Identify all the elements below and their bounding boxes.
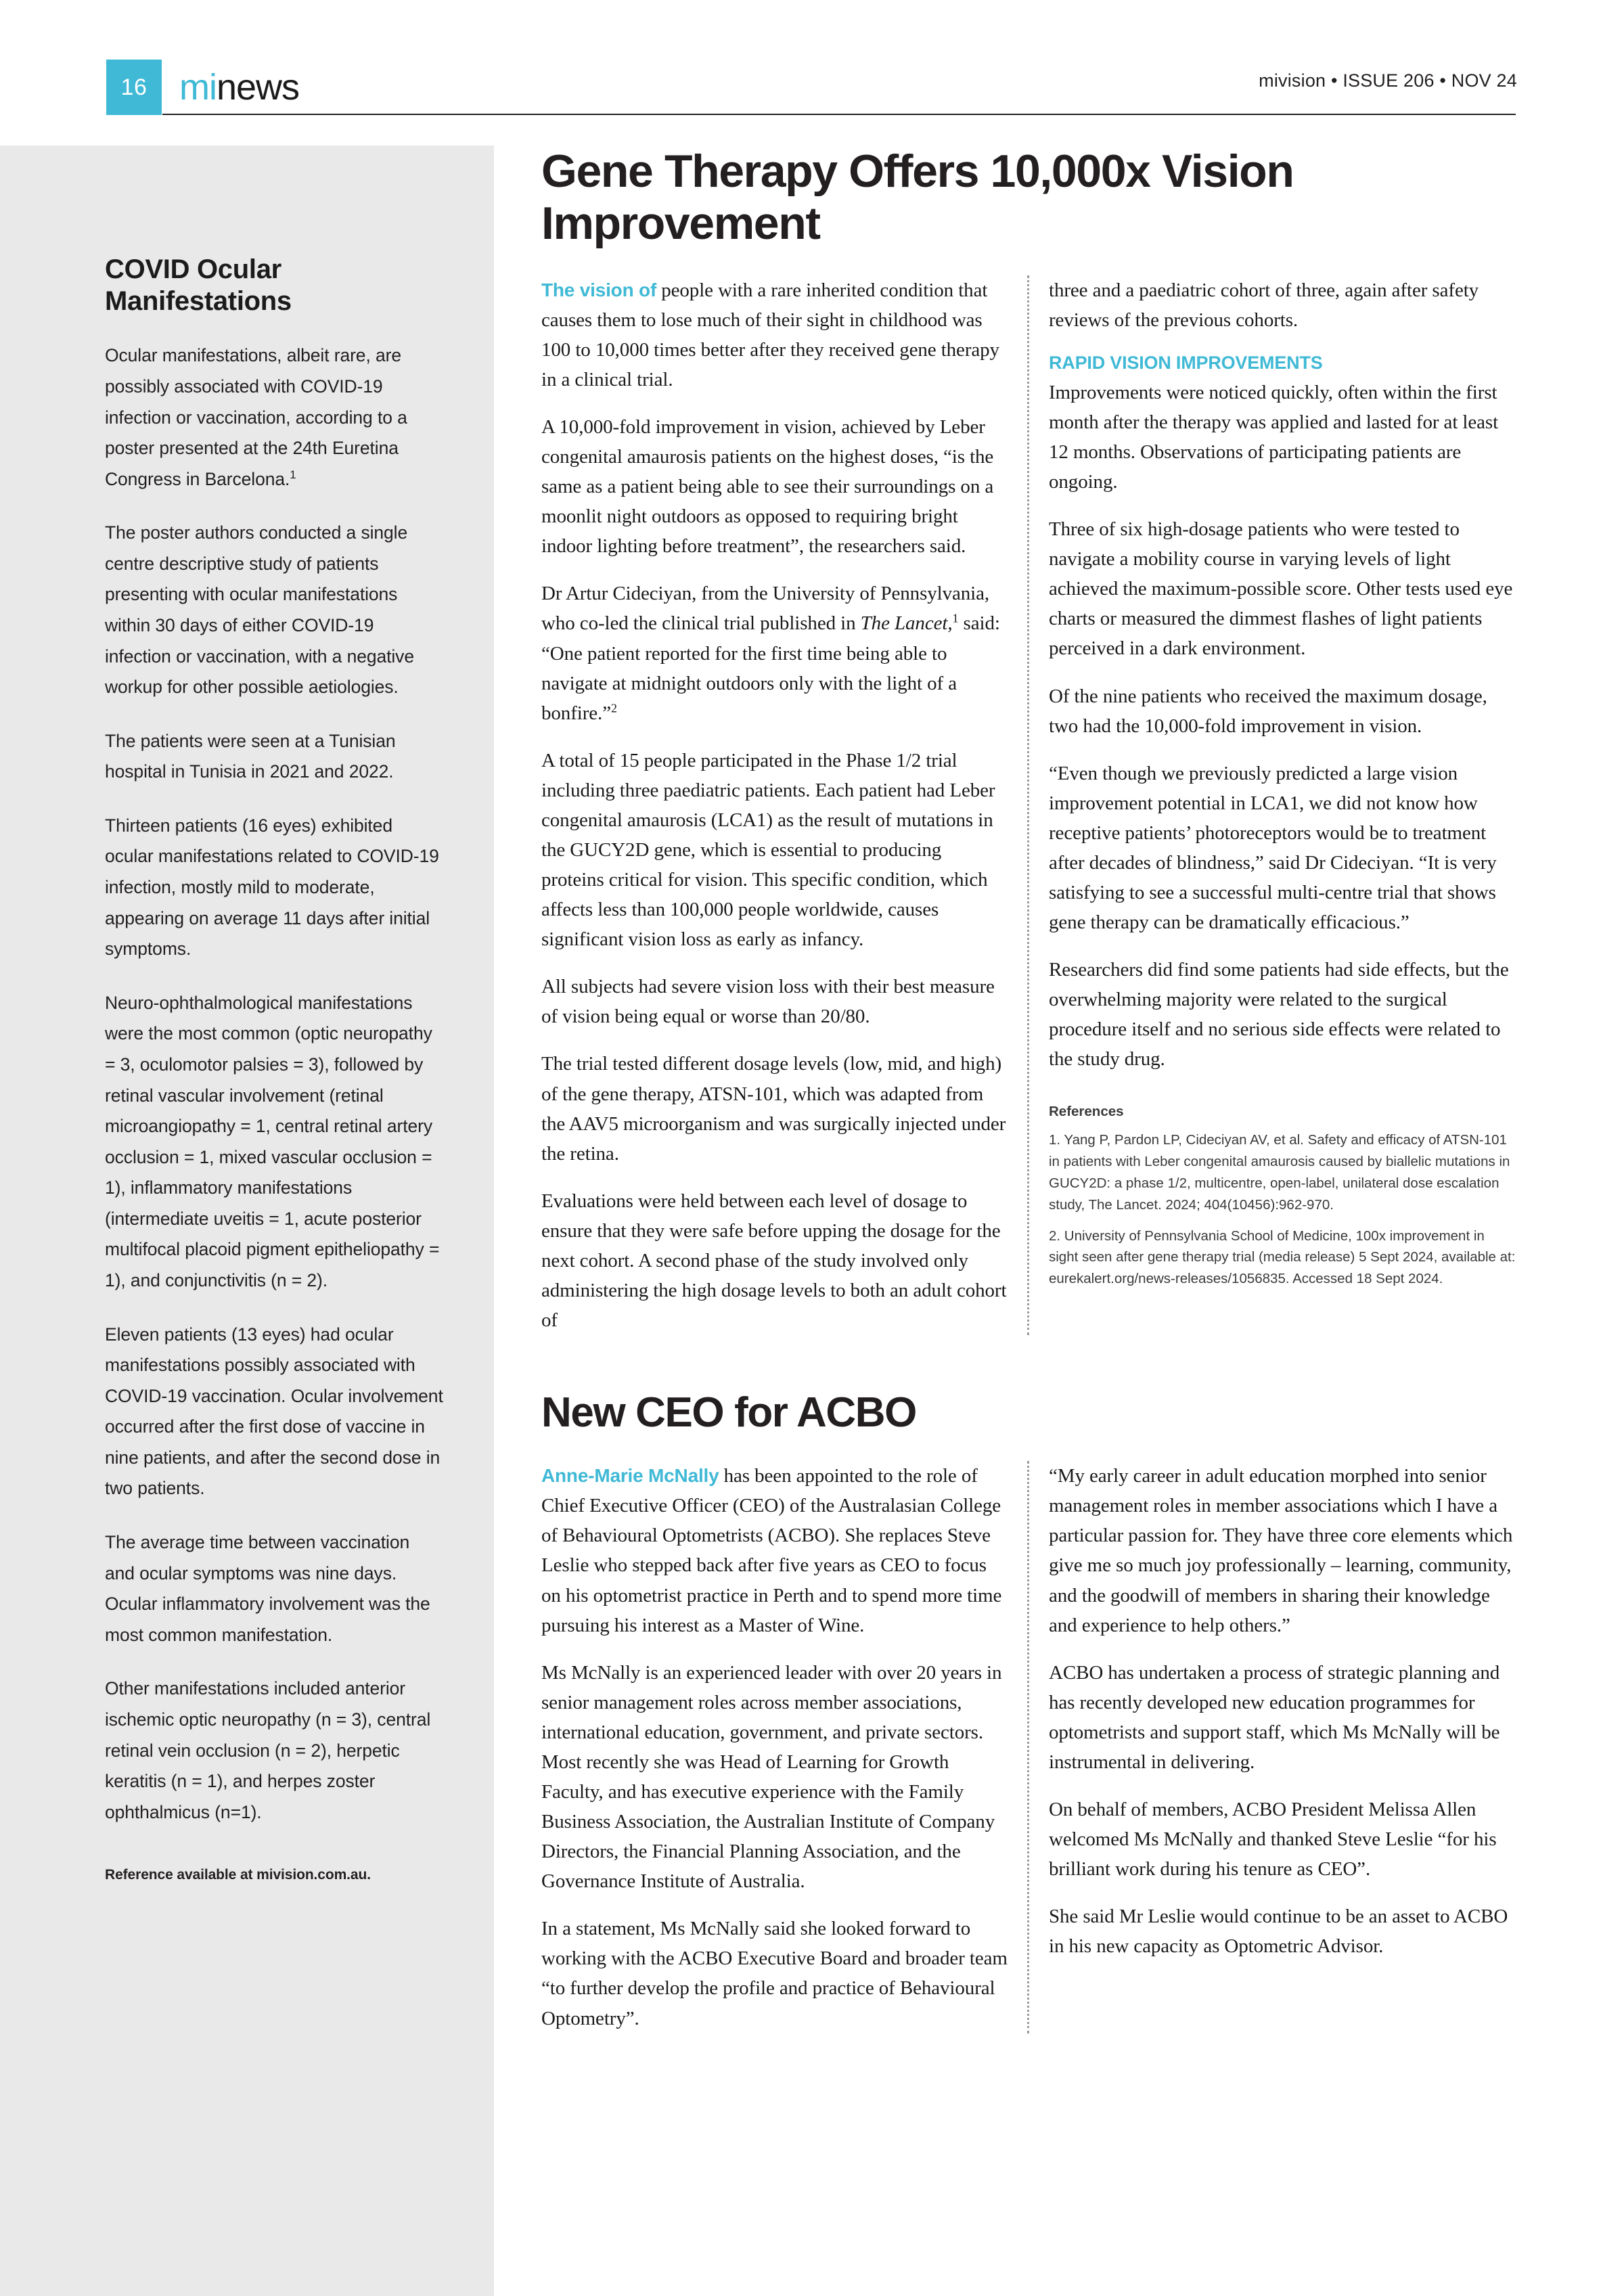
header-divider <box>162 114 1516 115</box>
sidebar-reference-note: Reference available at mivision.com.au. <box>105 1867 371 1883</box>
column-divider <box>1027 275 1029 1336</box>
sidebar-paragraph: The patients were seen at a Tunisian hospital in Tunisia in 2021 and 2022. <box>105 730 396 782</box>
article1-paragraph: The trial tested different dosage levels (low, mid, and high) of the gene therapy, ATSN-101, which was adapted from the AAV5 microorganism and was surgically injected under the retina. <box>541 1053 1006 1165</box>
article1-paragraph: Of the nine patients who received the maximum dosage, two had the 10,000-fold improvement in vision. <box>1049 685 1487 737</box>
cideciyan-part1: Dr Artur Cideciyan, from the University of Pennsylvania, who co-led the clinical trial published in <box>541 583 990 635</box>
article2-lead-in: Anne-Marie McNally <box>541 1465 719 1487</box>
article1-lead-rest: people with a rare inherited condition that causes them to lose much of their sight in childhood was 100 to 10,000 times better after they received gene therapy in a clinical trial. <box>541 279 999 390</box>
article1-paragraph: A total of 15 people participated in the Phase 1/2 trial including three paediatric patients. Each patient had Leber congenital amaurosis (LCA1) as the result of mutations in the GUCY2D gene, which is essential to producing proteins critical for vision. This specific condition, which affects less than 100,000 people worldwide, causes significant vision loss as early as infancy. <box>541 749 995 951</box>
article2-paragraph: She said Mr Leslie would continue to be an asset to ACBO in his new capacity as Optometric Advisor. <box>1049 1906 1508 1958</box>
sidebar-paragraph: Neuro-ophthalmological manifestations were the most common (optic neuropathy = 3, oculomotor palsies = 3), followed by retinal vascular involvement (retinal microangiopathy = 1, central retinal artery occlusion = 1, mixed vascular occlusion = 1), inflammatory manifestations (intermediate uveitis = 1, acute posterior multifocal placoid pigment epitheliopathy = 1), and conjunctivitis (n = 2). <box>105 992 440 1290</box>
article1-paragraph: Improvements were noticed quickly, often within the first month after the therapy was applied and lasted for at least 12 months. Observations of participating patients are ongoing. <box>1049 381 1499 493</box>
article2-paragraph: “My early career in adult education morphed into senior management roles in member associations which I have a particular passion for. They have three core elements which give me so much joy professionally – learning, community, and the goodwill of members in sharing their knowledge and experience to help others.” <box>1049 1465 1513 1636</box>
article-new-ceo <box>541 1389 1516 2033</box>
article1-title: Gene Therapy Offers 10,000x Vision Improvement <box>541 145 1294 249</box>
article1-paragraph: Evaluations were held between each level of dosage to ensure that they were safe before upping the dosage for the next cohort. A second phase of the study involved only administering the high dosage levels to both an adult cohort of <box>541 1190 1007 1332</box>
article2-lead-rest: has been appointed to the role of Chief Executive Officer (CEO) of the Australasian College of Behavioural Optometrists (ACBO). She replaces Steve Leslie who stepped back after five years as CEO to focus on his optometrist practice in Perth and to spend more time pursuing his interest as a Master of Wine. <box>541 1465 1002 1636</box>
article2-paragraph: On behalf of members, ACBO President Melissa Allen welcomed Ms McNally and thanked Steve Leslie “for his brilliant work during his tenure as CEO”. <box>1049 1798 1497 1881</box>
sidebar-paragraph <box>105 340 443 495</box>
sidebar-paragraph-text: Ocular manifestations, albeit rare, are possibly associated with COVID-19 infection or vaccination, according to a poster presented at the 24th Euretina Congress in Barcelona. <box>105 345 407 489</box>
issue-info: mivision • ISSUE 206 • NOV 24 <box>1259 70 1517 91</box>
sidebar-title: COVID Ocular Manifestations <box>105 254 292 317</box>
article2-column-1 <box>541 1461 1008 2033</box>
article1-column-2 <box>1049 275 1516 1336</box>
page-number: 16 <box>120 74 148 100</box>
reference-item: 2. University of Pennsylvania School of Medicine, 100x improvement in sight seen after gene therapy trial (media release) 5 Sept 2024, available at: eurekalert.org/news-releases/1056835. Accessed 18 Sept 2024. <box>1049 1228 1516 1287</box>
footnote-marker-1: 1 <box>952 611 959 625</box>
main-content <box>541 145 1516 2033</box>
article1-paragraph: Researchers did find some patients had side effects, but the overwhelming majority were related to the surgical procedure itself and no serious side effects were related to the study drug. <box>1049 959 1509 1071</box>
article-gene-therapy <box>541 145 1516 1335</box>
sidebar-paragraph: Eleven patients (13 eyes) had ocular manifestations possibly associated with COVID-19 vaccination. Ocular involvement occurred after the first dose of vaccine in nine patients, and after the second dose in two patients. <box>105 1324 443 1499</box>
article2-title: New CEO for ACBO <box>541 1389 917 1437</box>
article2-lead-paragraph <box>541 1461 1008 1640</box>
logo-suffix: news <box>216 67 300 108</box>
article1-paragraph: three and a paediatric cohort of three, again after safety reviews of the previous cohorts. <box>1049 279 1479 331</box>
article1-paragraph: Three of six high-dosage patients who were tested to navigate a mobility course in varying levels of light achieved the maximum-possible score. Other tests used eye charts or measured the dimmest flashes of light patients perceived in a dark environment. <box>1049 518 1513 660</box>
sidebar-footnote-marker: 1 <box>290 468 296 481</box>
footnote-marker-2: 2 <box>610 701 617 715</box>
sidebar-paragraph: Other manifestations included anterior ischemic optic neuropathy (n = 3), central retinal vein occlusion (n = 2), herpetic keratitis (n = 1), and herpes zoster ophthalmicus (n=1). <box>105 1678 431 1822</box>
column-divider <box>1027 1461 1029 2033</box>
article1-paragraph: “Even though we previously predicted a large vision improvement potential in LCA1, we did not know how receptive patients’ photoreceptors would be to treatment after decades of blindness,” said Dr Cideciyan. “It is very satisfying to see a successful multi-centre trial that shows gene therapy can be dramatically efficacious.” <box>1049 762 1497 934</box>
page-masthead <box>0 0 1624 145</box>
article2-column-2 <box>1049 1461 1516 2033</box>
article1-lead-in: The vision of <box>541 279 657 300</box>
article1-column-1 <box>541 275 1008 1336</box>
sidebar-paragraph: The poster authors conducted a single centre descriptive study of patients presenting with ocular manifestations within 30 days of either COVID-19 infection or vaccination, with a negative workup for other possible aetiologies. <box>105 522 414 698</box>
article2-paragraph: In a statement, Ms McNally said she looked forward to working with the ACBO Executive Board and broader team “to further develop the profile and practice of Behavioural Optometry”. <box>541 1918 1008 2029</box>
references-heading: References <box>1049 1104 1124 1120</box>
cideciyan-part2: said: “One patient reported for the first time being able to navigate at midnight outdoors only with the light of a bonfire.” <box>541 612 1000 724</box>
article2-paragraph: ACBO has undertaken a process of strategic planning and has recently developed new education programmes for optometrists and support staff, which Ms McNally will be instrumental in delivering. <box>1049 1661 1500 1773</box>
sidebar-paragraph: Thirteen patients (16 eyes) exhibited ocular manifestations related to COVID-19 infection, mostly mild to moderate, appearing on average 11 days after initial symptoms. <box>105 815 439 960</box>
sidebar-paragraph: The average time between vaccination and ocular symptoms was nine days. Ocular inflammatory involvement was the most common manifestation. <box>105 1532 430 1645</box>
reference-item: 1. Yang P, Pardon LP, Cideciyan AV, et al. Safety and efficacy of ATSN-101 in patients with Leber congenital amaurosis caused by biallelic mutations in GUCY2D: a phase 1/2, multicentre, open-label, unilateral dose escalation study, The Lancet. 2024; 404(10456):962-970. <box>1049 1132 1510 1213</box>
logo-prefix: mi <box>179 67 217 108</box>
article1-columns <box>541 275 1516 1336</box>
article1-paragraph: A 10,000-fold improvement in vision, achieved by Leber congenital amaurosis patients on the highest doses, “is the same as a patient being able to see their surroundings on a moonlit night outdoors as opposed to requiring bright indoor lighting before treatment”, the researchers said. <box>541 415 994 558</box>
article1-lead-paragraph <box>541 275 1008 395</box>
article1-subhead: RAPID VISION IMPROVEMENTS <box>1049 352 1323 373</box>
publication-logo <box>179 60 299 115</box>
sidebar-article-covid <box>0 145 494 2296</box>
page-number-badge <box>106 60 162 115</box>
article1-paragraph: All subjects had severe vision loss with their best measure of vision being equal or worse than 20/80. <box>541 976 995 1028</box>
article2-paragraph: Ms McNally is an experienced leader with over 20 years in senior management roles across member associations, international education, government, and private sectors. Most recently she was Head of Learning for Growth Faculty, and has executive experience with the Family Business Association, the Australian Institute of Company Directors, the Financial Planning Association, and the Governance Institute of Australia. <box>541 1661 1002 1893</box>
article2-columns <box>541 1461 1516 2033</box>
journal-name: The Lancet, <box>860 612 953 635</box>
article1-cideciyan-paragraph <box>541 579 1008 727</box>
